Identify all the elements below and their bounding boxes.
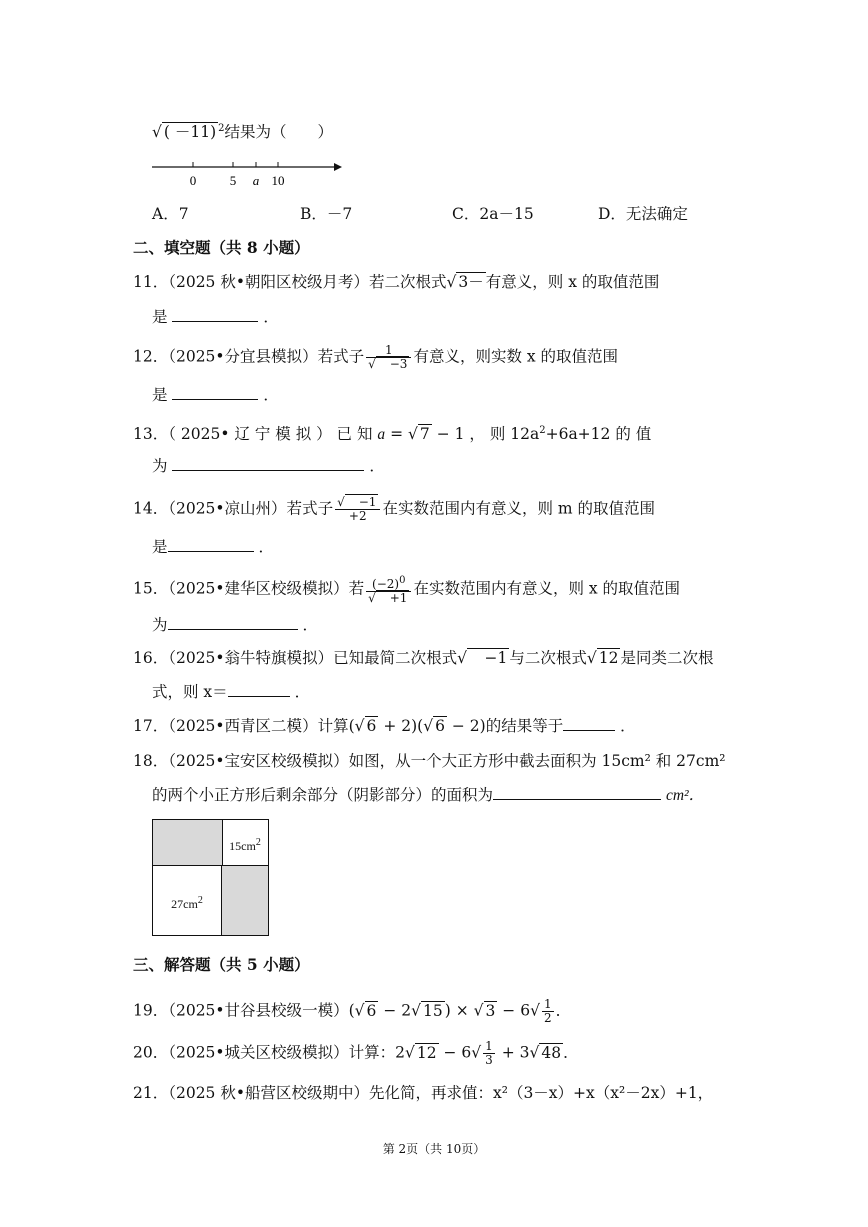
q12-line2-lead: 是 [152,386,168,404]
q17-p2: − 2)的结果等于 [446,717,564,735]
q15-line1 [133,574,680,605]
q15-num-base: (−2) [372,577,400,591]
q12-end: ． [263,386,279,404]
section-title-answer: 三、解答题（共 5 小题） [133,955,310,974]
q13-line1: 13．（ 2025• 辽 宁 模 拟 ） 已 知 a = √ 7 − 1 ， 则 $12a^2+6a+12$ 的 值 [133,425,652,444]
q15-line2 [152,614,318,636]
q20-lead: 20．（2025•城关区校级模拟）计算：2 [133,1043,405,1062]
q11-line1 [133,271,659,293]
q18-line1: 18．（2025•宝安区校级模拟）如图，从一个大正方形中截去面积为 15cm² 和 27cm² [133,752,726,770]
tick-label-0: 0 [189,173,197,188]
q12-line1 [133,344,618,371]
square-27-label [153,865,222,935]
q13-rest: − 1 ， 则 12a [431,425,540,444]
q17-r2: 6 [435,717,445,735]
q14-lead: 14．（2025•凉山州）若式子 [133,499,334,518]
q16-radicand1: −1 [468,649,508,667]
q19-r3: 3 [485,1001,496,1020]
q20-m2: + 3 [496,1043,530,1062]
q19-m3: − 6 [497,1001,531,1020]
q17-r1: 6 [366,717,377,735]
section-title-fill: 二、填空题（共 8 小题） [133,238,310,257]
q17-p1: + 2)( [378,717,424,735]
q19-line: 19．（2025•甘谷县校级一模）(√ 6 − 2√ 15 ) × √ 3 − 6√ $\frac{1}{2}$ ． [133,997,572,1025]
q20-fraction [483,1040,495,1067]
q16-lead: 16．（2025•翁牛特旗模拟）已知最简二次根式 [133,649,458,667]
q19-r2: 15 [422,1001,443,1020]
q19-m2: ) × [444,1001,474,1020]
page-footer: 第 2页（共 10页） [382,1142,486,1156]
sqrt-sign: √ [152,123,162,142]
q15-fraction [366,574,411,605]
q11-tail: 有意义，则 x 的取值范围 [485,273,660,291]
square-15-label [222,820,268,866]
q19-fd: 2 [543,1011,552,1025]
q14-num: √ −1 [335,496,380,510]
option-a: A．7 [152,205,189,223]
q14-num-radicand: −1 [346,495,377,509]
q11-line2-lead: 是 [152,308,168,326]
q10-stem [152,118,333,143]
q20-m1: − 6 [438,1043,472,1062]
label-27: 27cm [171,897,198,911]
q12-tail: 有意义，则实数 x 的取值范围 [413,347,619,366]
q20-r1: 12 [416,1043,437,1062]
q13-line2 [152,455,385,477]
label-15-exp: 2 [255,837,261,848]
q13-var: a [377,426,386,444]
q21-line: 21．（2025 秋•船营区校级期中）先化简，再求值：x²（3－x）+x（x²－2x）+1， [133,1084,714,1102]
q12-fraction [366,344,411,371]
answer-blank[interactable] [168,537,254,552]
q16-line2 [152,681,310,703]
q19-end: ． [555,1001,572,1020]
square-figure [152,819,269,936]
shaded-region-top [153,820,223,865]
q20-r2: 48 [541,1043,562,1062]
q14-tail: 在实数范围内有意义，则 m 的取值范围 [382,499,655,518]
q20-fn: 1 [485,1039,493,1053]
q12-num: 1 [366,344,411,358]
q19-m1: − 2 [378,1001,412,1020]
label-15: 15cm [229,839,256,853]
q16-tail: 是同类二次根 [620,649,714,667]
q19-fraction [542,998,554,1025]
q14-line2-lead: 是 [152,538,168,556]
q15-lead: 15．（2025•建华区校级模拟）若 [133,579,365,598]
q10-exp: 2 [218,123,225,134]
q14-line2 [152,536,274,558]
q14-fraction [335,496,380,523]
q13-radicand: 7 [419,425,430,444]
q13-lead: 13．（ 2025• 辽 宁 模 拟 ） 已 知 [133,425,378,444]
q15-tail: 在实数范围内有意义，则 x 的取值范围 [413,579,681,598]
answer-blank[interactable] [168,615,298,630]
answer-blank[interactable] [172,307,258,322]
tick-label-5: 5 [229,173,237,188]
sqrt-sign: √ [446,273,457,291]
q10-radicand: ( －11) [163,123,217,142]
answer-blank[interactable] [172,456,364,471]
q15-num-exp: 0 [399,575,406,586]
number-line [148,155,348,191]
q16-end: ． [294,683,311,701]
q14-line1 [133,496,655,523]
option-b: B．－7 [300,205,353,223]
option-d: D．无法确定 [598,205,688,223]
q16-mid: 与二次根式 [509,649,587,667]
q13-rest2: +6a+12 的 值 [545,425,652,444]
q16-line1: 16．（2025•翁牛特旗模拟）已知最简二次根式√ −1 与二次根式√ 12 是同类二次根 [133,649,714,667]
answer-blank[interactable] [228,682,290,697]
tick-label-10: 10 [271,173,285,188]
label-27-exp: 2 [197,895,203,906]
q10-tail: 结果为（ ） [224,123,334,142]
q11-radicand: 3－ [458,273,484,291]
q11-end: ． [263,308,279,326]
q14-end: ． [258,538,274,556]
q19-fn: 1 [543,997,552,1011]
q11-lead: 11．（2025 秋•朝阳区校级月考）若二次根式 [133,273,447,291]
q13-line2-lead: 为 [152,457,168,475]
q18-line2-lead: 的两个小正方形后剩余部分（阴影部分）的面积为 [152,786,494,804]
q17-lead: 17．（2025•西青区二模）计算( [133,717,355,735]
q17-line: 17．（2025•西青区二模）计算(√ 6 + 2)(√ 6 − 2)的结果等于 ． [133,717,636,735]
q13-sq: 2 [539,425,546,436]
answer-blank[interactable] [493,785,661,800]
q19-lead: 19．（2025•甘谷县校级一模）( [133,1001,355,1020]
q16-radicand2: 12 [598,649,619,667]
answer-blank[interactable] [172,385,258,400]
q15-end: ． [302,616,318,634]
q20-end: ． [563,1043,579,1062]
q14-den: +2 [348,509,367,523]
q20-line: 20．（2025•城关区校级模拟）计算：2√ 12 − 6√ $\frac{1}{3}$ + 3√ 48 ． [133,1039,579,1067]
q19-r1: 6 [366,1001,377,1020]
q17-end: ． [620,717,636,735]
tick-label-a: a [252,173,260,188]
shaded-region-right [222,866,268,935]
answer-blank[interactable] [563,716,615,731]
q18-unit: cm²． [665,787,705,804]
q12-den: √ −3 [368,357,408,371]
q20-fd: 3 [485,1053,493,1067]
option-c: C．2a－15 [452,205,534,223]
q13-eq: = [385,425,408,444]
q18-line2 [152,784,704,807]
q15-den-radicand: +1 [377,591,408,605]
q16-line2-lead: 式，则 x＝ [152,683,228,701]
q12-line2 [152,384,279,406]
q12-den-radicand: −3 [377,357,408,371]
q15-line2-lead: 为 [152,616,168,634]
q15-den: √ +1 [368,591,408,605]
q12-lead: 12．（2025•分宜县模拟）若式子 [133,347,365,366]
q11-line2 [152,306,279,328]
q13-end: ． [369,457,385,475]
